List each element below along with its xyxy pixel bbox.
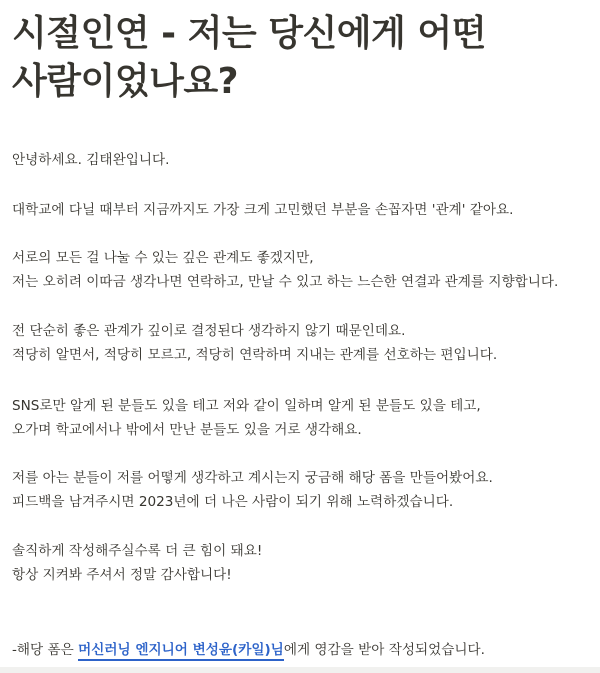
- acquaintance-paragraph: [12, 394, 481, 442]
- acquaintance-line-1: SNS로만 알게 된 분들도 있을 테고 저와 같이 일하며 알게 된 분들도 있을 테고,: [12, 398, 481, 414]
- relationship-line-2: 저는 오히려 이따금 생각나면 연락하고, 만날 수 있고 하는 느슨한 연결과 관계를 지향합니다.: [12, 274, 559, 290]
- thanks-line-1: 솔직하게 작성해주실수록 더 큰 힘이 돼요!: [12, 543, 263, 559]
- credit-prefix: -해당 폼은: [12, 642, 79, 658]
- intro-paragraph: 대학교에 다닐 때부터 지금까지도 가장 크게 고민했던 부분을 손꼽자면 '관계' 같아요.: [12, 202, 514, 218]
- relationship-line-1: 서로의 모든 걸 나눌 수 있는 깊은 관계도 좋겠지만,: [12, 250, 314, 266]
- depth-line-2: 적당히 알면서, 적당히 모르고, 적당히 연락하며 지내는 관계를 선호하는 편입니다.: [12, 347, 498, 363]
- acquaintance-line-2: 오가며 학교에서나 밖에서 만난 분들도 있을 거로 생각해요.: [12, 422, 362, 438]
- bottom-edge: [0, 667, 600, 673]
- thanks-paragraph: [12, 539, 262, 587]
- credit-link[interactable]: 머신러닝 엔지니어 변성윤(카일)님: [78, 642, 284, 661]
- credit-suffix: 에게 영감을 받아 작성되었습니다.: [283, 642, 485, 658]
- thanks-line-2: 항상 지켜봐 주셔서 정말 감사합니다!: [12, 567, 232, 583]
- form-line-1: 저를 아는 분들이 저를 어떻게 생각하고 계시는지 궁금해 해당 폼을 만들어봤어요.: [12, 470, 493, 486]
- page-title: 시절인연 - 저는 당신에게 어떤 사람이었나요?: [12, 13, 486, 102]
- form-paragraph: [12, 466, 493, 514]
- relationship-paragraph: [12, 246, 558, 294]
- form-line-2: 피드백을 남겨주시면 2023년에 더 나은 사람이 되기 위해 노력하겠습니다.: [12, 494, 454, 510]
- greeting-text: 안녕하세요. 김태완입니다.: [12, 152, 170, 168]
- credit-paragraph: [12, 638, 485, 662]
- depth-line-1: 전 단순히 좋은 관계가 깊이로 결정된다 생각하지 않기 때문인데요.: [12, 323, 406, 339]
- depth-paragraph: [12, 319, 497, 367]
